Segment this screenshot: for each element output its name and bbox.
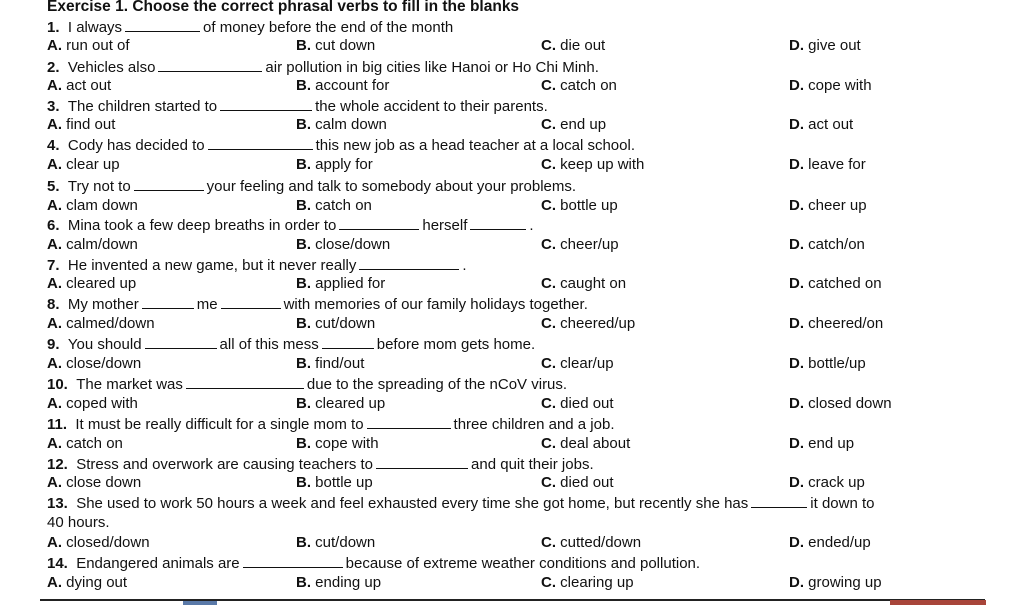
question-4: [47, 136, 635, 155]
option-letter: D.: [789, 395, 804, 412]
question-text: The market was: [76, 376, 183, 393]
option-b[interactable]: [296, 156, 373, 174]
option-letter: B.: [296, 156, 311, 173]
question-text: it down to: [810, 495, 875, 512]
option-d[interactable]: [789, 474, 865, 492]
option-text: close down: [66, 474, 142, 491]
option-d[interactable]: [789, 275, 882, 293]
option-a[interactable]: [47, 435, 123, 453]
option-text: run out of: [66, 37, 130, 54]
option-text: cope with: [808, 77, 872, 94]
option-text: cut down: [315, 37, 376, 54]
option-letter: C.: [541, 197, 556, 214]
question-text: with memories of our family holidays together.: [283, 296, 588, 313]
option-text: cope with: [315, 435, 379, 452]
option-d[interactable]: [789, 197, 867, 215]
option-text: find out: [66, 116, 116, 133]
option-text: cutted/down: [560, 534, 642, 551]
option-letter: D.: [789, 315, 804, 332]
option-a[interactable]: [47, 236, 138, 254]
option-letter: C.: [541, 37, 556, 54]
option-d[interactable]: [789, 534, 871, 552]
option-d[interactable]: [789, 355, 866, 373]
option-text: catch on: [560, 77, 617, 94]
option-letter: C.: [541, 275, 556, 292]
question-number: 9.: [47, 336, 60, 353]
question-text: It must be really difficult for a single mom to: [75, 416, 364, 433]
option-c[interactable]: [541, 474, 614, 492]
question-text: all of this mess: [219, 336, 319, 353]
option-text: caught on: [560, 275, 627, 292]
question-text: Cody has decided to: [67, 137, 205, 154]
answer-blank[interactable]: [158, 58, 262, 72]
question-text: before mom gets home.: [376, 336, 536, 353]
option-b[interactable]: [296, 574, 381, 592]
option-text: catch/on: [808, 236, 865, 253]
option-text: cleared up: [66, 275, 137, 292]
option-text: calm/down: [66, 236, 138, 253]
option-c[interactable]: [541, 574, 634, 592]
question-text: Stress and overwork are causing teachers to: [76, 456, 374, 473]
question-text: My mother: [67, 296, 139, 313]
answer-blank[interactable]: [359, 256, 459, 270]
option-c[interactable]: [541, 435, 630, 453]
option-d[interactable]: [789, 116, 853, 134]
answer-blank[interactable]: [125, 18, 200, 32]
question-14: [47, 554, 700, 573]
question-number: 14.: [47, 555, 68, 572]
option-a[interactable]: [47, 275, 136, 293]
option-c[interactable]: [541, 355, 614, 373]
question-text: of money before the end of the month: [203, 19, 454, 36]
option-letter: C.: [541, 116, 556, 133]
option-text: find/out: [315, 355, 365, 372]
option-text: act out: [66, 77, 112, 94]
bottom-red-mark: [890, 600, 986, 605]
option-text: clear up: [66, 156, 120, 173]
option-letter: A.: [47, 37, 62, 54]
option-letter: A.: [47, 395, 62, 412]
option-c[interactable]: [541, 77, 617, 95]
option-b[interactable]: [296, 474, 373, 492]
option-a[interactable]: [47, 395, 138, 413]
option-text: cleared up: [315, 395, 386, 412]
question-text: I always: [67, 19, 123, 36]
question-number: 3.: [47, 98, 60, 115]
option-letter: C.: [541, 534, 556, 551]
option-letter: B.: [296, 474, 311, 491]
exercise-title: Exercise 1. Choose the correct phrasal verbs to fill in the blanks: [47, 0, 520, 15]
question-number: 10.: [47, 376, 68, 393]
option-letter: B.: [296, 355, 311, 372]
option-text: dying out: [66, 574, 128, 591]
option-b[interactable]: [296, 435, 379, 453]
answer-blank[interactable]: [339, 216, 419, 230]
option-d[interactable]: [789, 77, 872, 95]
question-11: [47, 415, 615, 434]
option-text: crack up: [808, 474, 865, 491]
question-text: Vehicles also: [67, 59, 156, 76]
answer-blank[interactable]: [322, 335, 374, 349]
option-a[interactable]: [47, 474, 141, 492]
option-d[interactable]: [789, 37, 861, 55]
option-text: calm down: [315, 116, 387, 133]
question-number: 8.: [47, 296, 60, 313]
question-text: your feeling and talk to somebody about your problems.: [206, 178, 577, 195]
question-number: 1.: [47, 19, 60, 36]
option-a[interactable]: [47, 534, 150, 552]
answer-blank[interactable]: [208, 136, 313, 150]
option-letter: B.: [296, 77, 311, 94]
question-13: [47, 494, 875, 513]
option-a[interactable]: [47, 37, 130, 55]
option-text: act out: [808, 116, 854, 133]
option-b[interactable]: [296, 315, 375, 333]
answer-blank[interactable]: [134, 177, 204, 191]
option-text: cut/down: [315, 534, 376, 551]
question-text: because of extreme weather conditions and pollution.: [345, 555, 701, 572]
option-text: end up: [808, 435, 855, 452]
option-c[interactable]: [541, 395, 614, 413]
option-text: cheered/on: [808, 315, 884, 332]
option-d[interactable]: [789, 236, 865, 254]
option-letter: D.: [789, 236, 804, 253]
option-b[interactable]: [296, 77, 389, 95]
option-text: give out: [808, 37, 861, 54]
option-text: bottle up: [560, 197, 618, 214]
question-6: [47, 216, 534, 235]
option-letter: D.: [789, 197, 804, 214]
option-text: bottle up: [315, 474, 373, 491]
option-text: catched on: [808, 275, 882, 292]
option-letter: B.: [296, 395, 311, 412]
option-text: cheered/up: [560, 315, 636, 332]
option-c[interactable]: [541, 534, 641, 552]
answer-blank[interactable]: [145, 335, 217, 349]
option-text: leave for: [808, 156, 866, 173]
option-b[interactable]: [296, 355, 364, 373]
option-letter: C.: [541, 156, 556, 173]
option-letter: A.: [47, 236, 62, 253]
question-text: herself: [422, 217, 468, 234]
option-d[interactable]: [789, 315, 883, 333]
option-text: died out: [560, 395, 614, 412]
option-c[interactable]: [541, 236, 619, 254]
question-8: [47, 295, 588, 314]
option-c[interactable]: [541, 116, 606, 134]
option-a[interactable]: [47, 77, 111, 95]
option-letter: D.: [789, 574, 804, 591]
question-text: Try not to: [67, 178, 131, 195]
question-text: and quit their jobs.: [471, 456, 594, 473]
option-letter: B.: [296, 116, 311, 133]
answer-blank[interactable]: [221, 295, 281, 309]
option-text: closed/down: [66, 534, 150, 551]
option-letter: A.: [47, 197, 62, 214]
question-1: [47, 18, 453, 37]
option-letter: A.: [47, 435, 62, 452]
option-letter: D.: [789, 435, 804, 452]
option-text: coped with: [66, 395, 138, 412]
option-a[interactable]: [47, 315, 155, 333]
option-letter: C.: [541, 435, 556, 452]
option-letter: D.: [789, 156, 804, 173]
bottom-blue-mark: [183, 601, 217, 605]
option-text: growing up: [808, 574, 882, 591]
question-text: .: [462, 257, 467, 274]
option-letter: D.: [789, 534, 804, 551]
question-3: [47, 97, 548, 116]
option-letter: C.: [541, 574, 556, 591]
option-text: ending up: [315, 574, 382, 591]
option-text: ended/up: [808, 534, 871, 551]
option-letter: A.: [47, 275, 62, 292]
question-10: [47, 375, 567, 394]
question-text: The children started to: [67, 98, 218, 115]
question-number: 4.: [47, 137, 60, 154]
option-letter: D.: [789, 77, 804, 94]
question-text: .: [529, 217, 534, 234]
question-number: 13.: [47, 495, 68, 512]
question-number: 11.: [47, 416, 68, 433]
option-a[interactable]: [47, 156, 120, 174]
answer-blank[interactable]: [220, 97, 312, 111]
answer-blank[interactable]: [470, 216, 526, 230]
option-text: cheer up: [808, 197, 867, 214]
option-text: close/down: [66, 355, 142, 372]
option-text: deal about: [560, 435, 631, 452]
question-text: You should: [67, 336, 142, 353]
option-text: close/down: [315, 236, 391, 253]
option-letter: D.: [789, 37, 804, 54]
option-letter: B.: [296, 275, 311, 292]
option-letter: A.: [47, 534, 62, 551]
answer-blank[interactable]: [243, 554, 343, 568]
option-d[interactable]: [789, 156, 866, 174]
option-a[interactable]: [47, 355, 141, 373]
option-text: catch on: [66, 435, 123, 452]
option-letter: B.: [296, 574, 311, 591]
option-text: clear/up: [560, 355, 614, 372]
question-number: 2.: [47, 59, 60, 76]
option-a[interactable]: [47, 574, 127, 592]
bottom-divider: [40, 599, 985, 601]
option-letter: C.: [541, 315, 556, 332]
option-letter: A.: [47, 116, 62, 133]
option-letter: A.: [47, 474, 62, 491]
option-letter: A.: [47, 315, 62, 332]
question-text: three children and a job.: [453, 416, 615, 433]
option-text: account for: [315, 77, 390, 94]
option-c[interactable]: [541, 156, 644, 174]
option-b[interactable]: [296, 116, 387, 134]
option-b[interactable]: [296, 275, 385, 293]
option-letter: B.: [296, 435, 311, 452]
option-b[interactable]: [296, 395, 385, 413]
question-5: [47, 177, 576, 196]
option-text: apply for: [315, 156, 373, 173]
question-text: He invented a new game, but it never really: [67, 257, 357, 274]
question-number: 5.: [47, 178, 60, 195]
option-text: die out: [560, 37, 606, 54]
option-letter: B.: [296, 197, 311, 214]
option-letter: B.: [296, 37, 311, 54]
answer-blank[interactable]: [751, 494, 807, 508]
option-c[interactable]: [541, 275, 626, 293]
option-text: bottle/up: [808, 355, 866, 372]
question-text: Mina took a few deep breaths in order to: [67, 217, 337, 234]
option-text: end up: [560, 116, 607, 133]
option-letter: C.: [541, 395, 556, 412]
option-d[interactable]: [789, 574, 882, 592]
option-text: applied for: [315, 275, 386, 292]
question-text: me: [196, 296, 218, 313]
option-text: clam down: [66, 197, 138, 214]
option-b[interactable]: [296, 197, 372, 215]
option-c[interactable]: [541, 197, 618, 215]
option-a[interactable]: [47, 197, 138, 215]
option-text: keep up with: [560, 156, 645, 173]
option-letter: A.: [47, 574, 62, 591]
option-text: died out: [560, 474, 614, 491]
question-text: the whole accident to their parents.: [315, 98, 548, 115]
option-text: clearing up: [560, 574, 634, 591]
option-letter: C.: [541, 474, 556, 491]
question-number: 6.: [47, 217, 60, 234]
option-text: calmed/down: [66, 315, 155, 332]
question-text: air pollution in big cities like Hanoi or Ho Chi Minh.: [265, 59, 599, 76]
answer-blank[interactable]: [376, 455, 468, 469]
option-letter: B.: [296, 315, 311, 332]
answer-blank[interactable]: [142, 295, 194, 309]
option-letter: B.: [296, 534, 311, 551]
question-number: 7.: [47, 257, 60, 274]
option-letter: A.: [47, 355, 62, 372]
option-letter: C.: [541, 355, 556, 372]
option-d[interactable]: [789, 435, 854, 453]
answer-blank[interactable]: [186, 375, 304, 389]
question-2: [47, 58, 599, 77]
question-9: [47, 335, 535, 354]
question-text: She used to work 50 hours a week and feel exhausted every time she got home, but recently she has: [76, 495, 749, 512]
option-letter: D.: [789, 355, 804, 372]
question-text: due to the spreading of the nCoV virus.: [306, 376, 568, 393]
option-letter: C.: [541, 77, 556, 94]
option-text: cut/down: [315, 315, 376, 332]
option-letter: D.: [789, 474, 804, 491]
option-b[interactable]: [296, 236, 390, 254]
option-letter: A.: [47, 77, 62, 94]
option-letter: B.: [296, 236, 311, 253]
option-b[interactable]: [296, 534, 375, 552]
question-13-continuation: 40 hours.: [47, 514, 110, 531]
option-text: closed down: [808, 395, 892, 412]
option-c[interactable]: [541, 315, 635, 333]
question-12: [47, 455, 594, 474]
question-7: [47, 256, 467, 275]
option-text: catch on: [315, 197, 372, 214]
option-text: cheer/up: [560, 236, 619, 253]
option-c[interactable]: [541, 37, 605, 55]
option-letter: D.: [789, 116, 804, 133]
option-letter: D.: [789, 275, 804, 292]
option-d[interactable]: [789, 395, 892, 413]
question-number: 12.: [47, 456, 68, 473]
option-letter: A.: [47, 156, 62, 173]
answer-blank[interactable]: [367, 415, 451, 429]
question-text: Endangered animals are: [76, 555, 240, 572]
option-a[interactable]: [47, 116, 115, 134]
question-text: this new job as a head teacher at a local school.: [315, 137, 635, 154]
option-letter: C.: [541, 236, 556, 253]
option-b[interactable]: [296, 37, 375, 55]
